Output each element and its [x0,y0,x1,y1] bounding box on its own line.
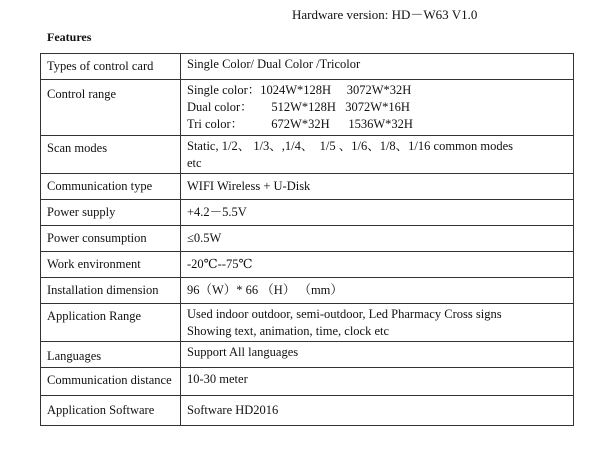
row-label-application-software: Application Software [41,396,181,426]
scan-modes-line: etc [187,156,202,170]
row-label-power-consumption: Power consumption [41,226,181,252]
row-value-communication-distance: 10-30 meter [181,368,574,396]
row-value-power-supply: +4.2－5.5V [181,200,574,226]
table-row [41,226,574,252]
scan-modes-line: Static, 1/2、 1/3、,1/4、 1/5 、1/6、1/8、1/16 common modes [187,139,514,153]
table-row [41,80,574,136]
row-value-languages: Support All languages [181,342,574,368]
control-range-line: Dual color： 512W*128H 3072W*16H [187,100,410,114]
row-value-power-consumption: ≤0.5W [181,226,574,252]
table-row [41,304,574,342]
row-value-control-range [181,80,574,136]
row-value-application-software: Software HD2016 [181,396,574,426]
row-value-scan-modes [181,136,574,174]
row-value-work-environment: -20℃--75℃ [181,252,574,278]
row-label-communication-type: Communication type [41,174,181,200]
row-label-power-supply: Power supply [41,200,181,226]
row-label-control-range: Control range [41,80,181,136]
table-row [41,252,574,278]
row-label-types: Types of control card [41,54,181,80]
application-range-line: Showing text, animation, time, clock etc [187,324,390,338]
control-range-line: Single color：1024W*128H 3072W*32H [187,83,412,97]
table-row [41,54,574,80]
row-value-types: Single Color/ Dual Color /Tricolor [181,54,574,80]
features-table [40,53,574,426]
control-range-line: Tri color： 672W*32H 1536W*32H [187,117,413,131]
row-value-communication-type: WIFI Wireless + U-Disk [181,174,574,200]
row-label-work-environment: Work environment [41,252,181,278]
table-row [41,278,574,304]
row-label-communication-distance: Communication distance [41,368,181,396]
table-row [41,342,574,368]
table-row [41,174,574,200]
row-label-application-range: Application Range [41,304,181,342]
row-value-application-range [181,304,574,342]
row-label-installation-dimension: Installation dimension [41,278,181,304]
table-row [41,396,574,426]
hardware-version: Hardware version: HD－W63 V1.0 [292,7,478,22]
application-range-line: Used indoor outdoor, semi-outdoor, Led Pharmacy Cross signs [187,307,502,321]
row-value-installation-dimension: 96（W）* 66 （H） （mm） [181,278,574,304]
table-row [41,368,574,396]
row-label-scan-modes: Scan modes [41,136,181,174]
table-row [41,200,574,226]
features-heading: Features [47,30,92,44]
table-row [41,136,574,174]
row-label-languages: Languages [41,342,181,368]
